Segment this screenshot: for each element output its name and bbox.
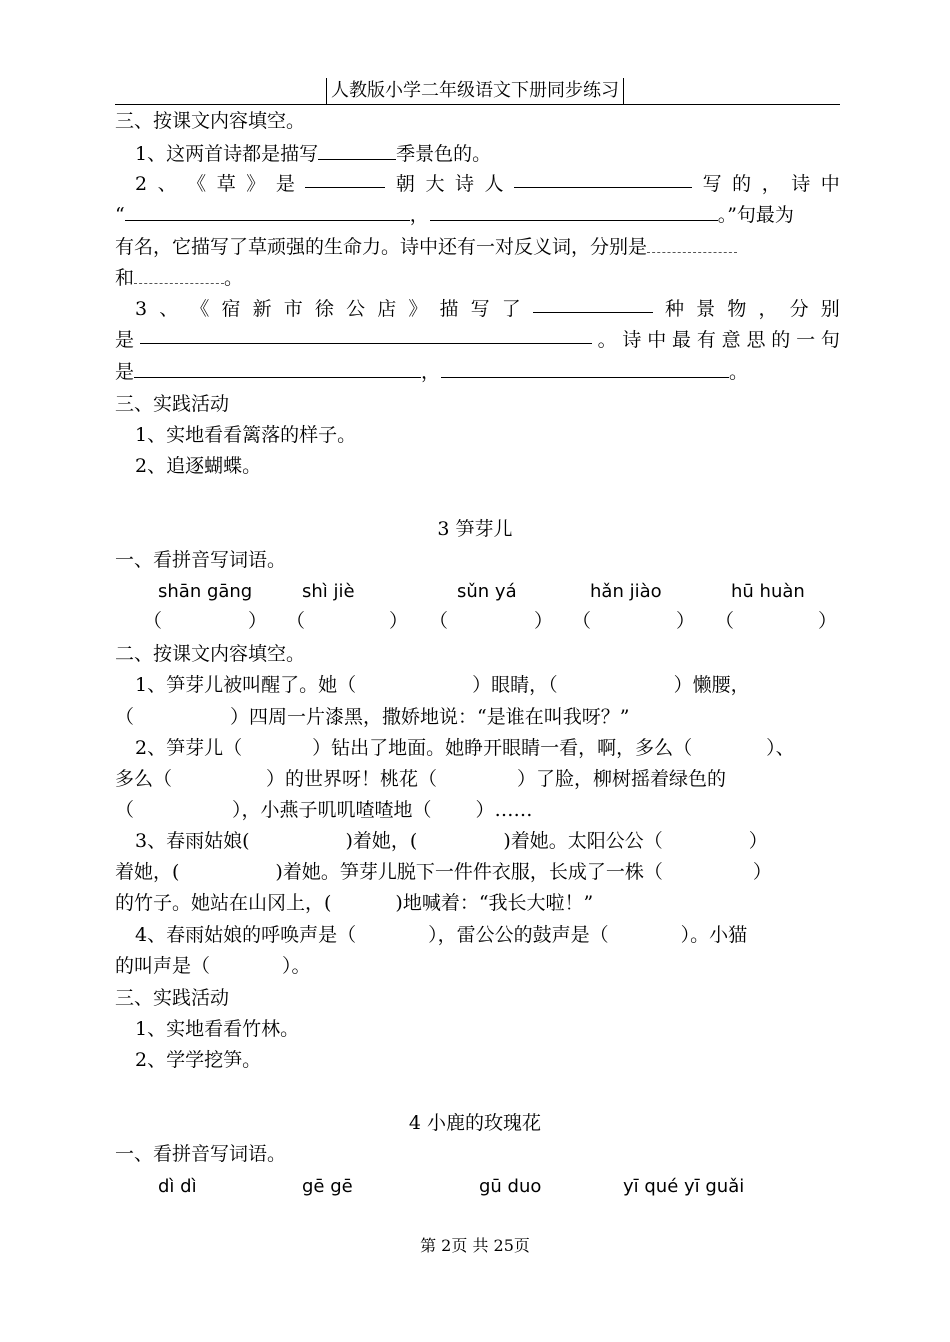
pinyin-word: shì jiè [302,581,355,602]
answer-paren-close[interactable]: ） [818,610,838,632]
answer-blank[interactable] [134,265,224,284]
fill-line: 3、春雨姑娘( )着她，( )着她。太阳公公（ ） [135,830,768,852]
q2-line-4: 和 。 [115,267,244,289]
q2-line-1: 2 、 《 草 》 是 朝 大 诗 人 写 的 ， 诗 中 [135,169,840,199]
pinyin-word: sǔn yá [457,581,517,602]
practice-item: 2、学学挖笋。 [135,1049,262,1071]
q2-line-3: 有名，它描写了草顽强的生命力。诗中还有一对反义词，分别是 [115,232,840,262]
fill-line: 的叫声是（ ）。 [115,955,311,977]
pinyin-word: dì dì [158,1176,197,1197]
answer-blank[interactable] [514,169,692,188]
answer-paren-close[interactable]: ） [248,610,268,632]
fill-line: 着她，( )着她。笋芽儿脱下一件件衣服，长成了一株（ ） [115,861,772,883]
answer-blank[interactable] [134,359,421,378]
lesson-4-title: 4 小鹿的玫瑰花 [408,1112,542,1134]
fill-line: 1、笋芽儿被叫醒了。她（ ）眼睛，（ ）懒腰， [135,674,750,696]
answer-blank[interactable] [305,169,385,188]
fill-line: （ ）四周一片漆黑，撒娇地说：“是谁在叫我呀？” [115,706,630,728]
page-footer: 第 2页 共 25页 [420,1236,530,1255]
answer-paren-open[interactable]: （ [572,610,592,632]
answer-blank[interactable] [647,234,737,253]
fill-line: 4、春雨姑娘的呼唤声是（ ），雷公公的鼓声是（ ）。小猫 [135,924,748,946]
fill-line: （ ），小燕子叽叽喳喳地（ ）…… [115,799,533,821]
fill-line: 多么（ ）的世界呀！桃花（ ）了脸，柳树摇着绿色的 [115,768,727,790]
section-heading-practice: 三、实践活动 [115,393,230,415]
fill-line: 的竹子。她站在山冈上，( )地喊着：“我长大啦！” [115,892,594,914]
section-heading-pinyin: 一、看拼音写词语。 [115,1143,287,1165]
header-title: 人教版小学二年级语文下册同步练习 [326,78,624,104]
section-heading-pinyin: 一、看拼音写词语。 [115,549,287,571]
q3-line-3: 是 ， 。 [115,361,749,383]
pinyin-word: hū huàn [731,581,805,602]
q3-line-2: 是 。 诗 中 最 有 意 思 的 一 句 [115,325,840,355]
answer-blank[interactable] [430,202,718,221]
section-heading-practice: 三、实践活动 [115,987,230,1009]
q3-line-1: 3 、 《 宿 新 市 徐 公 店 》 描 写 了 种 景 物 ， 分 别 [135,294,840,324]
pinyin-word: yī qué yī guǎi [623,1176,745,1197]
practice-item: 2、追逐蝴蝶。 [135,455,262,477]
header-rule [115,104,840,105]
answer-paren-open[interactable]: （ [286,610,306,632]
answer-blank[interactable] [125,202,410,221]
answer-paren-close[interactable]: ） [534,610,554,632]
q1-line: 1、这两首诗都是描写 季景色的。 [135,143,492,165]
answer-paren-close[interactable]: ） [676,610,696,632]
answer-blank[interactable] [140,325,592,344]
section-heading-fill: 三、按课文内容填空。 [115,110,306,132]
pinyin-word: gē gē [302,1176,353,1197]
document-header [0,78,950,104]
q2-line-2: “ ， 。”句最为 [115,204,794,226]
pinyin-word: shān gāng [158,581,253,602]
pinyin-word: gū duo [479,1176,542,1197]
lesson-3-title: 3 笋芽儿 [437,518,513,540]
section-heading-fill: 二、按课文内容填空。 [115,643,306,665]
answer-paren-open[interactable]: （ [429,610,449,632]
fill-line: 2、笋芽儿（ ）钻出了地面。她睁开眼睛一看，啊，多么（ ）、 [135,737,795,759]
answer-paren-close[interactable]: ） [389,610,409,632]
answer-paren-open[interactable]: （ [715,610,735,632]
practice-item: 1、实地看看竹林。 [135,1018,300,1040]
answer-blank[interactable] [318,141,396,160]
answer-paren-open[interactable]: （ [143,610,163,632]
pinyin-word: hǎn jiào [590,581,662,602]
answer-blank[interactable] [533,294,653,313]
practice-item: 1、实地看看篱落的样子。 [135,424,357,446]
answer-blank[interactable] [441,359,729,378]
